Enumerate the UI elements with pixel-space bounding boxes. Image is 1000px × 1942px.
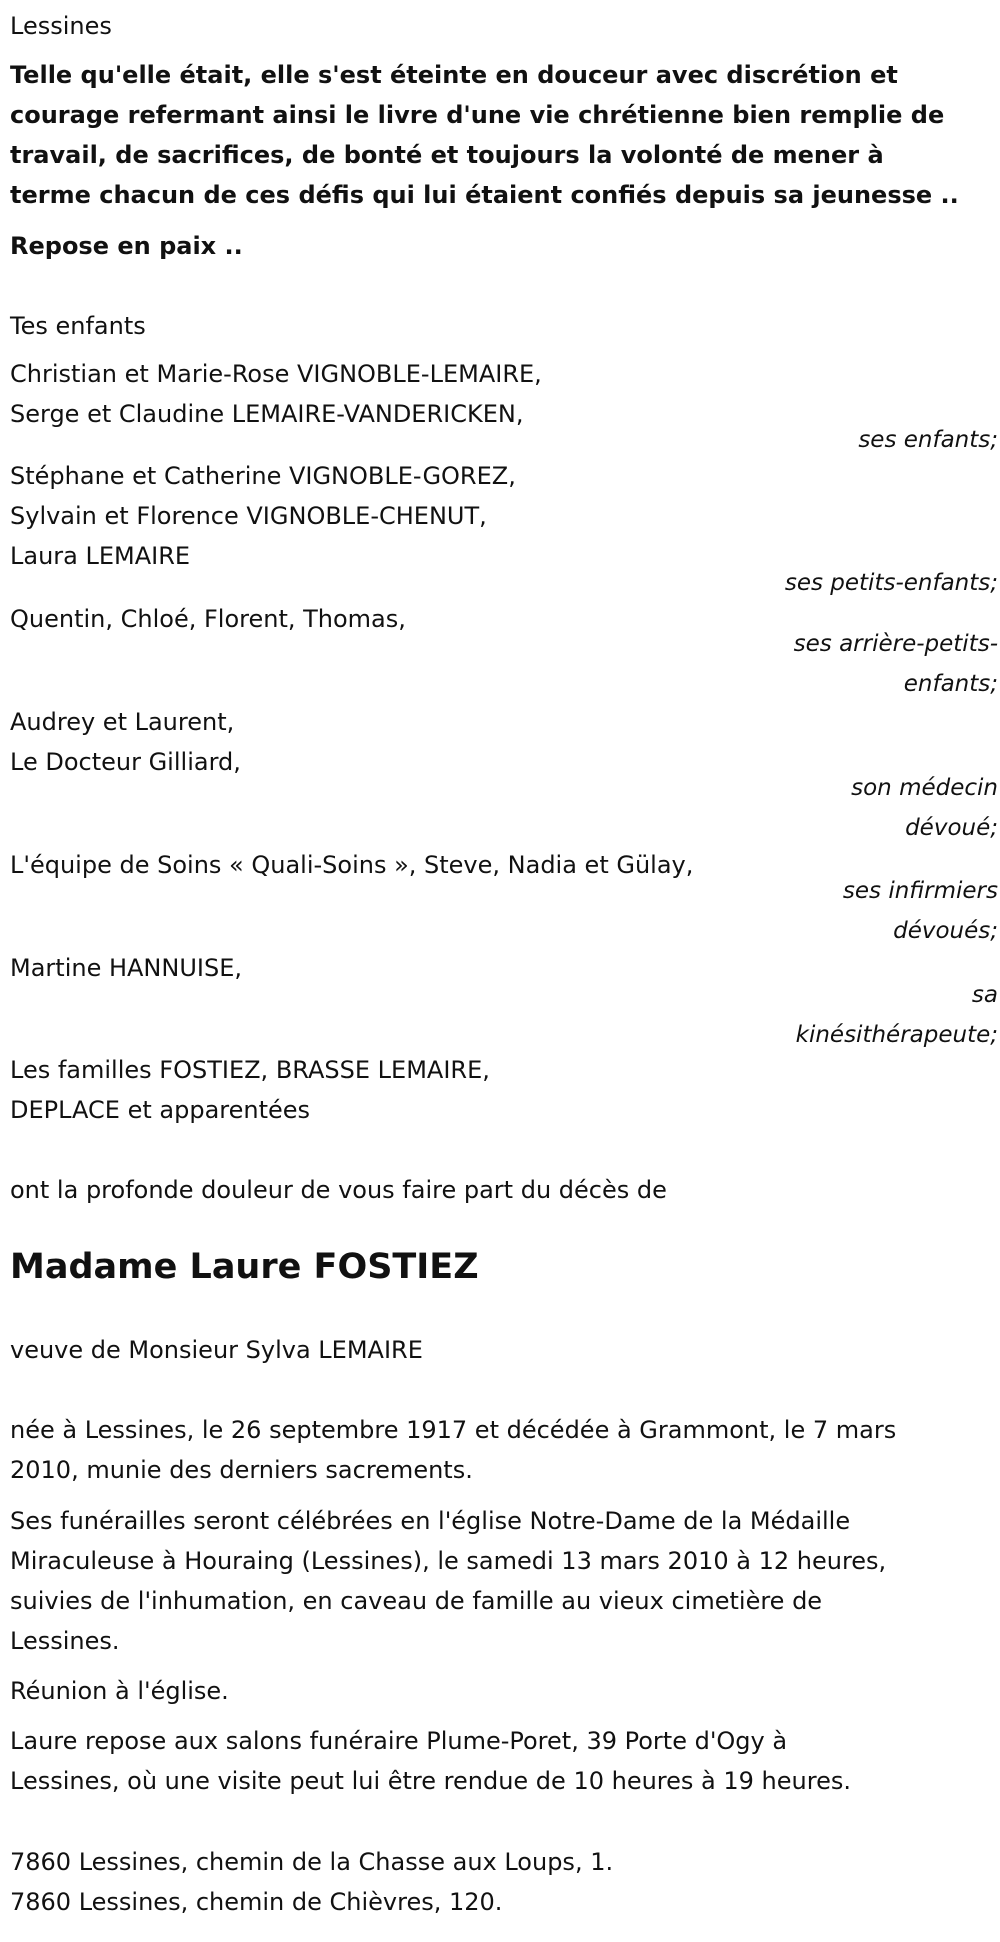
family-name-line: Laura LEMAIRE xyxy=(10,542,191,570)
address-line: 7860 Lessines, chemin de Chièvres, 120. xyxy=(10,1888,503,1916)
epitaph-line: terme chacun de ces défis qui lui étaient confiés depuis sa jeunesse .. xyxy=(10,181,959,209)
reunion-line: Réunion à l'église. xyxy=(10,1677,229,1705)
family-name-line: Sylvain et Florence VIGNOBLE-CHENUT, xyxy=(10,502,487,530)
birth-death-line: 2010, munie des derniers sacrements. xyxy=(10,1456,473,1484)
visit-line: Laure repose aux salons funéraire Plume-Poret, 39 Porte d'Ogy à xyxy=(10,1727,788,1755)
family-role: ses petits-enfants; xyxy=(784,570,998,596)
epitaph-line: Telle qu'elle était, elle s'est éteinte en douceur avec discrétion et xyxy=(10,61,898,89)
birth-death-line: née à Lessines, le 26 septembre 1917 et décédée à Grammont, le 7 mars xyxy=(10,1416,897,1444)
epitaph-line: courage refermant ainsi le livre d'une vie chrétienne bien remplie de xyxy=(10,101,945,129)
address-line: 7860 Lessines, chemin de la Chasse aux Loups, 1. xyxy=(10,1848,614,1876)
family-name-line: Quentin, Chloé, Florent, Thomas, xyxy=(10,605,406,633)
epitaph-line: travail, de sacrifices, de bonté et toujours la volonté de mener à xyxy=(10,141,884,169)
family-role: dévoué; xyxy=(905,815,998,841)
funeral-line: Miraculeuse à Houraing (Lessines), le samedi 13 mars 2010 à 12 heures, xyxy=(10,1547,887,1575)
family-role: sa xyxy=(971,982,998,1008)
family-role: ses infirmiers xyxy=(842,878,998,904)
funeral-line: Ses funérailles seront célébrées en l'église Notre-Dame de la Médaille xyxy=(10,1507,851,1535)
funeral-line: suivies de l'inhumation, en caveau de famille au vieux cimetière de xyxy=(10,1587,823,1615)
family-name-line: Serge et Claudine LEMAIRE-VANDERICKEN, xyxy=(10,400,524,428)
family-name-line: L'équipe de Soins « Quali-Soins », Steve, Nadia et Gülay, xyxy=(10,851,694,879)
family-role: son médecin xyxy=(851,775,998,801)
family-role: dévoués; xyxy=(893,918,998,944)
family-name-line: Le Docteur Gilliard, xyxy=(10,748,241,776)
family-name-line: Christian et Marie-Rose VIGNOBLE-LEMAIRE, xyxy=(10,360,542,388)
family-role: enfants; xyxy=(903,671,998,697)
intro-text: Tes enfants xyxy=(10,312,146,340)
family-role: ses enfants; xyxy=(858,427,998,453)
family-role: kinésithérapeute; xyxy=(795,1022,998,1048)
spouse-line: veuve de Monsieur Sylva LEMAIRE xyxy=(10,1336,423,1364)
family-name-line: Audrey et Laurent, xyxy=(10,708,235,736)
family-name-line: Les familles FOSTIEZ, BRASSE LEMAIRE, xyxy=(10,1056,490,1084)
deceased-name: Madame Laure FOSTIEZ xyxy=(10,1247,479,1287)
family-role: ses arrière-petits- xyxy=(793,631,998,657)
funeral-line: Lessines. xyxy=(10,1627,120,1655)
family-name-line: DEPLACE et apparentées xyxy=(10,1096,311,1124)
family-name-line: Martine HANNUISE, xyxy=(10,954,243,982)
header-location: Lessines xyxy=(10,12,112,40)
visit-line: Lessines, où une visite peut lui être rendue de 10 heures à 19 heures. xyxy=(10,1767,851,1795)
announcement-text: ont la profonde douleur de vous faire part du décès de xyxy=(10,1176,667,1204)
family-name-line: Stéphane et Catherine VIGNOBLE-GOREZ, xyxy=(10,462,516,490)
repose-line: Repose en paix .. xyxy=(10,232,243,260)
